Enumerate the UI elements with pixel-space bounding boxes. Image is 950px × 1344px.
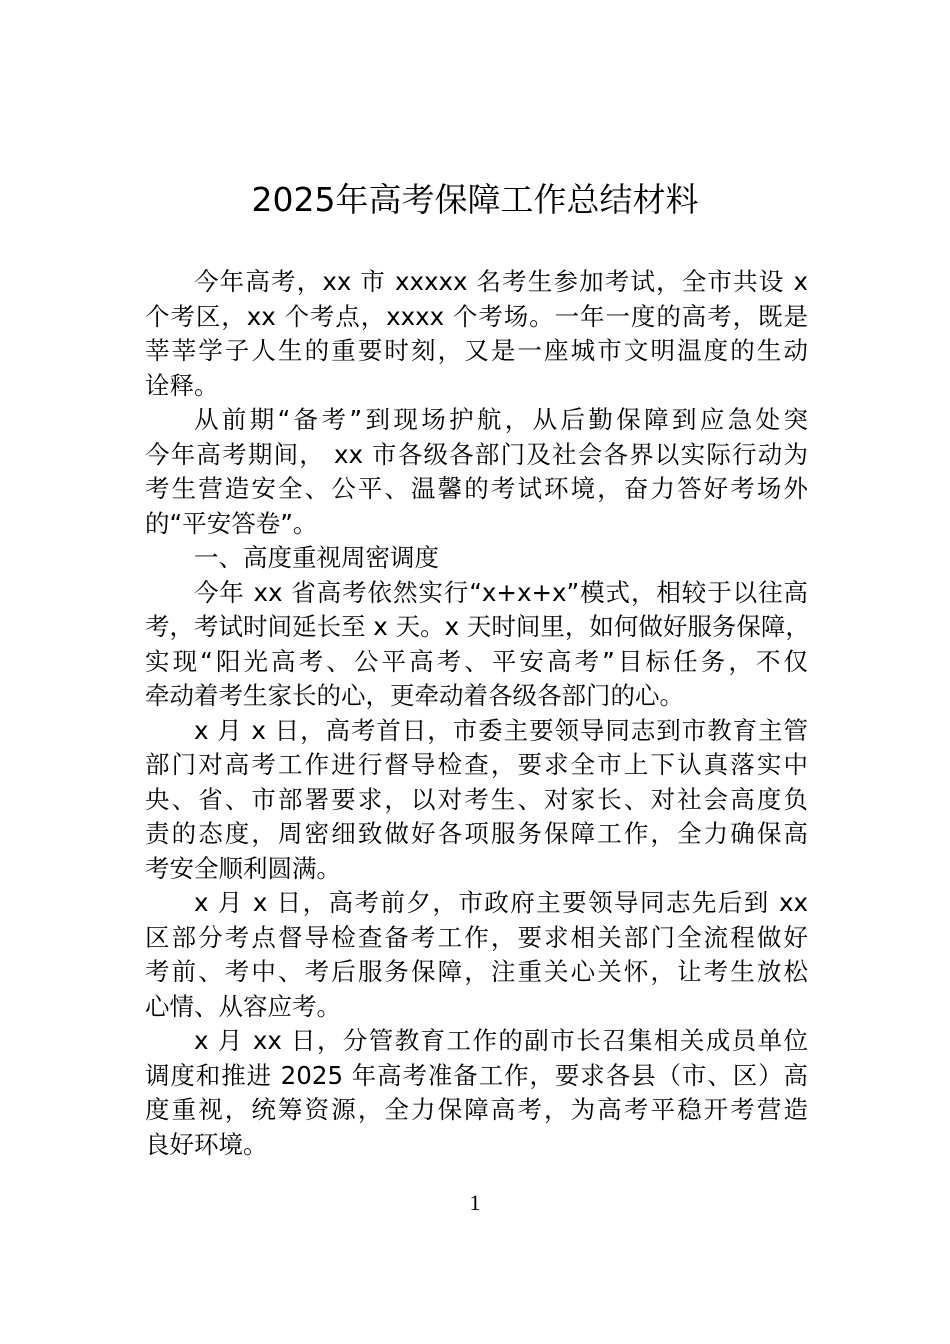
- text-line: 莘莘学子人生的重要时刻，又是一座城市文明温度的生动: [145, 336, 808, 365]
- text-line: 的“平安答卷”。: [145, 508, 318, 538]
- text-line: 心情、从容应考。: [145, 991, 341, 1021]
- text-line: x 月 x 日，高考首日，市委主要领导同志到市教育主管: [194, 715, 808, 745]
- text-line: 一、高度重视周密调度: [194, 543, 439, 572]
- text-line: 今年高考期间， xx 市各级各部门及社会各界以实际行动为: [145, 439, 808, 469]
- text-line: 央、省、市部署要求，以对考生、对家长、对社会高度负: [145, 784, 808, 814]
- text-line: 部门对高考工作进行督导检查，要求全市上下认真落实中: [145, 750, 808, 779]
- text-line: 考生营造安全、公平、温馨的考试环境，奋力答好考场外: [145, 474, 808, 503]
- text-line: 牵动着考生家长的心，更牵动着各级各部门的心。: [145, 681, 684, 710]
- text-line: 区部分考点督导检查备考工作，要求相关部门全流程做好: [145, 922, 808, 952]
- paragraph: [145, 714, 808, 887]
- text-line: 考前、考中、考后服务保障，注重关心关怀，让考生放松: [145, 957, 808, 986]
- document-body: [145, 265, 808, 1162]
- text-line: 个考区，xx 个考点，xxxx 个考场。一年一度的高考，既是: [145, 301, 808, 331]
- paragraph: [145, 403, 808, 541]
- text-line: x 月 xx 日，分管教育工作的副市长召集相关成员单位: [194, 1026, 808, 1055]
- text-line: 今年 xx 省高考依然实行“x+x+x”模式，相较于以往高: [194, 577, 808, 607]
- text-line: 今年高考，xx 市 xxxxx 名考生参加考试，全市共设 x: [194, 267, 808, 296]
- text-line: 实现“阳光高考、公平高考、平安高考”目标任务，不仅: [145, 646, 808, 676]
- text-line: 度重视，统筹资源，全力保障高考，为高考平稳开考营造: [145, 1095, 808, 1124]
- text-line: 从前期“备考”到现场护航，从后勤保障到应急处突: [194, 405, 808, 434]
- section-heading: [145, 541, 808, 576]
- text-line: 考安全顺利圆满。: [145, 853, 341, 883]
- text-line: 良好环境。: [145, 1129, 268, 1159]
- text-line: x 月 x 日，高考前夕，市政府主要领导同志先后到 xx: [194, 888, 808, 917]
- text-line: 考，考试时间延长至 x 天。x 天时间里，如何做好服务保障，: [145, 612, 810, 641]
- paragraph: [145, 1024, 808, 1162]
- text-line: 诠释。: [145, 370, 219, 400]
- paragraph: [145, 576, 808, 714]
- text-line: 责的态度，周密细致做好各项服务保障工作，全力确保高: [145, 819, 808, 848]
- text-line: 调度和推进 2025 年高考准备工作，要求各县（市、区）高: [145, 1060, 808, 1090]
- paragraph: [145, 265, 808, 403]
- paragraph: [145, 886, 808, 1024]
- document-title: 2025年高考保障工作总结材料: [251, 180, 699, 219]
- page-number: 1: [469, 1190, 481, 1215]
